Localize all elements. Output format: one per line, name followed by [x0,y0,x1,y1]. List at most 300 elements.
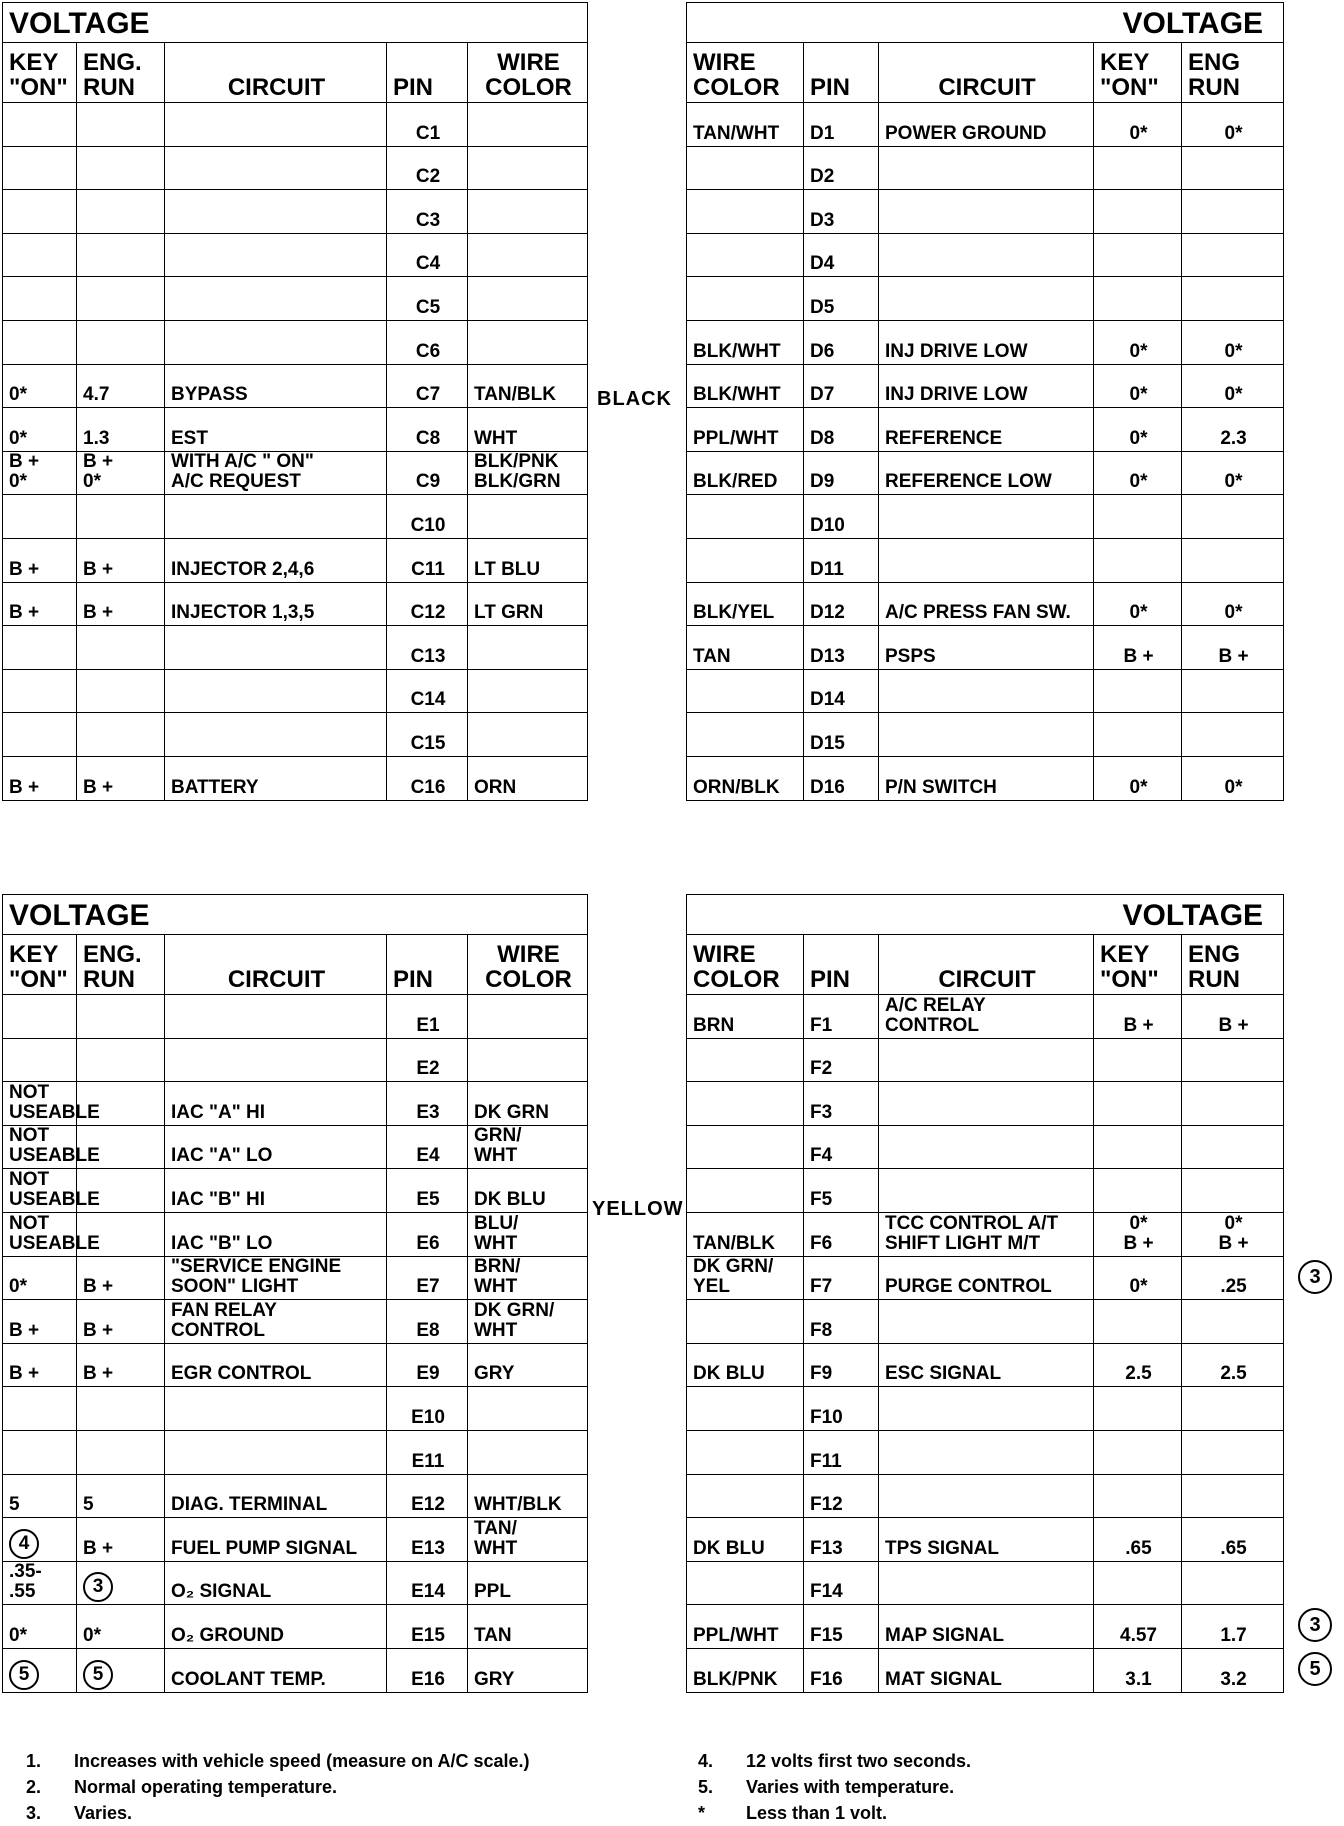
key-on-voltage [1094,233,1182,277]
voltage-title: VOLTAGE [3,895,588,935]
key-on-voltage: 2.5 [1094,1343,1182,1387]
side-circled-note-f15: 3 [1298,1608,1332,1642]
wire-color [687,1169,804,1213]
pin-id: F6 [804,1212,879,1256]
key-on-voltage [3,320,77,364]
key-on-voltage: 0* [3,364,77,408]
pin-id: F13 [804,1518,879,1562]
circuit-name: DIAG. TERMINAL [165,1474,387,1518]
table-row [3,1387,588,1431]
table-row [3,1430,588,1474]
footnote-text: Less than 1 volt. [746,1803,888,1823]
key-on-header: KEY "ON" [3,43,77,103]
wire-color: TAN/WHT [687,103,804,147]
wire-color [468,1038,588,1082]
eng-run-voltage [1182,1430,1284,1474]
wire-color-header: WIRE COLOR [687,935,804,995]
key-on-voltage: 5 [3,1474,77,1518]
key-on-voltage: B + [3,1343,77,1387]
eng-run-header: ENG RUN [1182,935,1284,995]
eng-run-voltage [1182,146,1284,190]
eng-run-header: ENG RUN [1182,43,1284,103]
circuit-name [165,1430,387,1474]
table-row [3,1169,588,1213]
wire-color [468,103,588,147]
footnote-text: Varies. [74,1803,133,1823]
key-on-voltage [3,1648,77,1692]
pin-id: C5 [387,277,468,321]
footnote [698,1748,971,1774]
footnote-text: Increases with vehicle speed (measure on A/C scale.) [74,1751,530,1771]
connector-color-label-cd: BLACK [597,388,672,410]
circuit-name: O₂ GROUND [165,1605,387,1649]
eng-run-voltage [77,495,165,539]
table-row [687,1387,1284,1431]
circuit-name [879,1474,1094,1518]
wire-color: TAN/ WHT [468,1518,588,1562]
wire-color [468,277,588,321]
wire-color: DK BLU [687,1518,804,1562]
wire-color: WHT [468,408,588,452]
pin-header: PIN [387,43,468,103]
table-row [687,626,1284,670]
circuit-name [165,1038,387,1082]
table-row [687,582,1284,626]
wire-color: TAN/BLK [687,1212,804,1256]
wire-color: BLK/WHT [687,320,804,364]
table-row [687,1561,1284,1605]
circuit-name [879,277,1094,321]
circuit-name [879,1169,1094,1213]
wire-color [687,1125,804,1169]
key-on-voltage: B + [1094,995,1182,1039]
wire-color [468,626,588,670]
table-row [3,1212,588,1256]
table-row [3,233,588,277]
key-on-voltage: 0* [1094,1256,1182,1300]
pin-id: C16 [387,756,468,800]
pin-id: C9 [387,451,468,495]
footnote-number: 3. [26,1803,42,1823]
eng-run-voltage: 0* [1182,364,1284,408]
wire-color [687,277,804,321]
table-row [687,1082,1284,1126]
table-row [687,451,1284,495]
table-row [3,1474,588,1518]
key-on-voltage: B + [3,756,77,800]
wire-color-header: WIRE COLOR [468,935,588,995]
table-row [3,669,588,713]
table-row [3,1256,588,1300]
wire-color [468,1387,588,1431]
eng-run-voltage [77,669,165,713]
wire-color: TAN [468,1605,588,1649]
wire-color [468,995,588,1039]
table-row [687,364,1284,408]
key-on-voltage [1094,1430,1182,1474]
table-row [687,756,1284,800]
pin-id: E13 [387,1518,468,1562]
wire-color [687,1561,804,1605]
table-row [687,669,1284,713]
eng-run-voltage [77,233,165,277]
circuit-name: MAP SIGNAL [879,1605,1094,1649]
wire-color-header: WIRE COLOR [468,43,588,103]
pin-id: D2 [804,146,879,190]
table-row [3,1561,588,1605]
wire-color: BLU/ WHT [468,1212,588,1256]
circuit-name: INJ DRIVE LOW [879,364,1094,408]
voltage-title: VOLTAGE [687,895,1284,935]
circuit-name [165,1387,387,1431]
circuit-name [165,713,387,757]
footnote [26,1774,530,1800]
eng-run-voltage [77,995,165,1039]
circled-note-number: 3 [83,1572,113,1602]
eng-run-voltage: 3.2 [1182,1648,1284,1692]
pin-id: F5 [804,1169,879,1213]
wire-color [687,1387,804,1431]
key-on-voltage [3,233,77,277]
eng-run-voltage: 0* [1182,451,1284,495]
circuit-name: EST [165,408,387,452]
pin-id: D6 [804,320,879,364]
wire-color [687,1038,804,1082]
pin-id: D9 [804,451,879,495]
footnote-number: 2. [26,1777,42,1797]
eng-run-voltage: 1.7 [1182,1605,1284,1649]
key-on-voltage: B + 0* [3,451,77,495]
eng-run-voltage [77,1387,165,1431]
key-on-voltage [1094,1387,1182,1431]
key-on-voltage: B + [1094,626,1182,670]
eng-run-voltage: 0* B + [1182,1212,1284,1256]
eng-run-voltage [1182,1038,1284,1082]
table-row [3,146,588,190]
circuit-name [879,538,1094,582]
eng-run-voltage: 1.3 [77,408,165,452]
pin-id: F14 [804,1561,879,1605]
key-on-voltage [3,1518,77,1562]
pin-id: D3 [804,190,879,234]
eng-run-voltage [1182,277,1284,321]
key-on-voltage: 0* [1094,756,1182,800]
eng-run-voltage: 0* [1182,756,1284,800]
key-on-voltage: B + [3,1300,77,1344]
key-on-voltage [3,626,77,670]
key-on-voltage: 0* [1094,364,1182,408]
pin-id: D8 [804,408,879,452]
key-on-voltage [3,669,77,713]
circuit-name [165,495,387,539]
circuit-name [879,1561,1094,1605]
eng-run-voltage [1182,1082,1284,1126]
table-row [687,1474,1284,1518]
key-on-voltage [1094,713,1182,757]
pin-id: C12 [387,582,468,626]
key-on-voltage [1094,1474,1182,1518]
wire-color [468,713,588,757]
table-row [3,320,588,364]
pin-id: E6 [387,1212,468,1256]
table-row [3,538,588,582]
key-on-voltage: B + [3,538,77,582]
table-row [3,1300,588,1344]
circuit-name: IAC "B" HI [165,1169,387,1213]
eng-run-voltage: 2.5 [1182,1343,1284,1387]
table-row [3,1518,588,1562]
wire-color: BLK/PNK BLK/GRN [468,451,588,495]
key-on-voltage: 0* B + [1094,1212,1182,1256]
table-row [687,233,1284,277]
wire-color: GRY [468,1648,588,1692]
pin-id: E8 [387,1300,468,1344]
circuit-name: A/C RELAY CONTROL [879,995,1094,1039]
eng-run-voltage: B + [1182,995,1284,1039]
key-on-voltage [1094,190,1182,234]
pin-id: C6 [387,320,468,364]
pin-id: F8 [804,1300,879,1344]
circled-note-number: 5 [83,1660,113,1690]
wire-color: BRN [687,995,804,1039]
table-row [687,1430,1284,1474]
table-row [3,451,588,495]
circuit-name: O₂ SIGNAL [165,1561,387,1605]
circuit-name [879,1387,1094,1431]
circuit-name: TCC CONTROL A/T SHIFT LIGHT M/T [879,1212,1094,1256]
pin-id: C15 [387,713,468,757]
eng-run-voltage [77,190,165,234]
key-on-voltage: .35- .55 [3,1561,77,1605]
table-row [3,103,588,147]
circuit-name: P/N SWITCH [879,756,1094,800]
footnote [698,1774,971,1800]
key-on-voltage [1094,1169,1182,1213]
eng-run-voltage [1182,1387,1284,1431]
key-on-voltage [3,1038,77,1082]
key-on-voltage: 0* [3,1605,77,1649]
table-row [3,495,588,539]
circuit-name: REFERENCE LOW [879,451,1094,495]
key-on-voltage [1094,1125,1182,1169]
key-on-voltage: B + [3,582,77,626]
circuit-name [165,995,387,1039]
key-on-voltage: 3.1 [1094,1648,1182,1692]
connector-c-pinout-table [2,2,588,801]
circuit-name [165,233,387,277]
circuit-name [879,1038,1094,1082]
table-row [687,320,1284,364]
circuit-name: INJECTOR 2,4,6 [165,538,387,582]
table-row [687,995,1284,1039]
eng-run-voltage [1182,190,1284,234]
key-on-voltage: .65 [1094,1518,1182,1562]
key-on-header: KEY "ON" [1094,43,1182,103]
pin-id: F1 [804,995,879,1039]
wire-color: GRY [468,1343,588,1387]
circuit-name [165,103,387,147]
circuit-header: CIRCUIT [879,935,1094,995]
footnotes-right [698,1748,971,1826]
wire-color-header: WIRE COLOR [687,43,804,103]
key-on-voltage: 4.57 [1094,1605,1182,1649]
pin-id: F7 [804,1256,879,1300]
eng-run-voltage: B + [77,1256,165,1300]
key-on-header: KEY "ON" [3,935,77,995]
key-on-voltage [1094,146,1182,190]
wire-color: WHT/BLK [468,1474,588,1518]
eng-run-header: ENG. RUN [77,935,165,995]
key-on-header: KEY "ON" [1094,935,1182,995]
key-on-voltage: NOT USEABLE [3,1082,77,1126]
wire-color: BLK/YEL [687,582,804,626]
footnote-text: 12 volts first two seconds. [746,1751,972,1771]
connector-e-pinout-table [2,894,588,1693]
wire-color: TAN [687,626,804,670]
wire-color: DK BLU [468,1169,588,1213]
eng-run-voltage: B + [77,1300,165,1344]
pin-id: E2 [387,1038,468,1082]
circuit-name [879,146,1094,190]
table-row [3,1648,588,1692]
table-row [687,103,1284,147]
key-on-voltage [1094,1561,1182,1605]
circuit-name: "SERVICE ENGINE SOON" LIGHT [165,1256,387,1300]
pin-id: F3 [804,1082,879,1126]
eng-run-voltage: B + [77,1343,165,1387]
table-row [687,1518,1284,1562]
table-row [687,1212,1284,1256]
circuit-name: WITH A/C " ON" A/C REQUEST [165,451,387,495]
wire-color: BLK/WHT [687,364,804,408]
footnote-text: Varies with temperature. [746,1777,955,1797]
eng-run-voltage: B + 0* [77,451,165,495]
key-on-voltage [3,995,77,1039]
eng-run-voltage [77,1038,165,1082]
table-row [687,1300,1284,1344]
footnote-number: 5. [698,1777,714,1797]
connector-f-pinout-table [686,894,1284,1693]
footnote-number: 4. [698,1751,714,1771]
pin-id: D13 [804,626,879,670]
table-row [687,538,1284,582]
pin-id: F11 [804,1430,879,1474]
circuit-name [879,1125,1094,1169]
circuit-name [879,713,1094,757]
key-on-voltage: 0* [1094,320,1182,364]
circuit-name [879,669,1094,713]
pin-id: E14 [387,1561,468,1605]
table-row [3,277,588,321]
table-row [3,713,588,757]
table-row [687,1125,1284,1169]
wire-color: GRN/ WHT [468,1125,588,1169]
wire-color [687,538,804,582]
circuit-name [165,190,387,234]
circuit-name [879,1300,1094,1344]
eng-run-voltage: .25 [1182,1256,1284,1300]
eng-run-voltage: 0* [1182,582,1284,626]
voltage-title: VOLTAGE [687,3,1284,43]
wire-color [468,669,588,713]
circuit-name [879,1430,1094,1474]
key-on-voltage [1094,1038,1182,1082]
wire-color: DK GRN/ WHT [468,1300,588,1344]
circuit-name: COOLANT TEMP. [165,1648,387,1692]
circuit-name: FAN RELAY CONTROL [165,1300,387,1344]
key-on-voltage [3,1387,77,1431]
wire-color: DK GRN [468,1082,588,1126]
pin-id: E10 [387,1387,468,1431]
eng-run-voltage [77,626,165,670]
table-row [687,1343,1284,1387]
eng-run-voltage: 4.7 [77,364,165,408]
key-on-voltage [1094,538,1182,582]
eng-run-voltage [1182,1300,1284,1344]
table-row [3,408,588,452]
table-row [687,1256,1284,1300]
eng-run-voltage: B + [77,538,165,582]
wire-color: ORN [468,756,588,800]
circuit-name: POWER GROUND [879,103,1094,147]
circuit-name: MAT SIGNAL [879,1648,1094,1692]
wire-color [687,713,804,757]
circuit-name [165,669,387,713]
table-row [3,1605,588,1649]
pin-id: C2 [387,146,468,190]
circuit-name [165,146,387,190]
eng-run-voltage: 0* [1182,320,1284,364]
wire-color [687,233,804,277]
connector-d-pinout-table [686,2,1284,801]
pin-id: C8 [387,408,468,452]
voltage-title: VOLTAGE [3,3,588,43]
circuit-name: PURGE CONTROL [879,1256,1094,1300]
table-row [3,626,588,670]
key-on-voltage [3,1430,77,1474]
key-on-voltage: 0* [3,1256,77,1300]
circuit-name [879,1082,1094,1126]
circled-note-number: 5 [9,1660,39,1690]
footnote [26,1800,530,1826]
pin-id: E15 [387,1605,468,1649]
eng-run-voltage [77,103,165,147]
pin-id: C3 [387,190,468,234]
wire-color [468,1430,588,1474]
wire-color [468,190,588,234]
pin-id: C11 [387,538,468,582]
circuit-name: FUEL PUMP SIGNAL [165,1518,387,1562]
key-on-voltage: 0* [1094,451,1182,495]
pin-id: E11 [387,1430,468,1474]
table-row [687,277,1284,321]
side-circled-note-f16: 5 [1298,1652,1332,1686]
wire-color: ORN/BLK [687,756,804,800]
circuit-name: EGR CONTROL [165,1343,387,1387]
key-on-voltage [3,277,77,321]
eng-run-voltage [77,320,165,364]
pin-id: E16 [387,1648,468,1692]
circuit-name: PSPS [879,626,1094,670]
eng-run-voltage [1182,1474,1284,1518]
table-row [3,190,588,234]
pin-id: D15 [804,713,879,757]
eng-run-voltage [1182,669,1284,713]
key-on-voltage [1094,277,1182,321]
wire-color: TAN/BLK [468,364,588,408]
key-on-voltage: 0* [3,408,77,452]
table-row [687,1169,1284,1213]
